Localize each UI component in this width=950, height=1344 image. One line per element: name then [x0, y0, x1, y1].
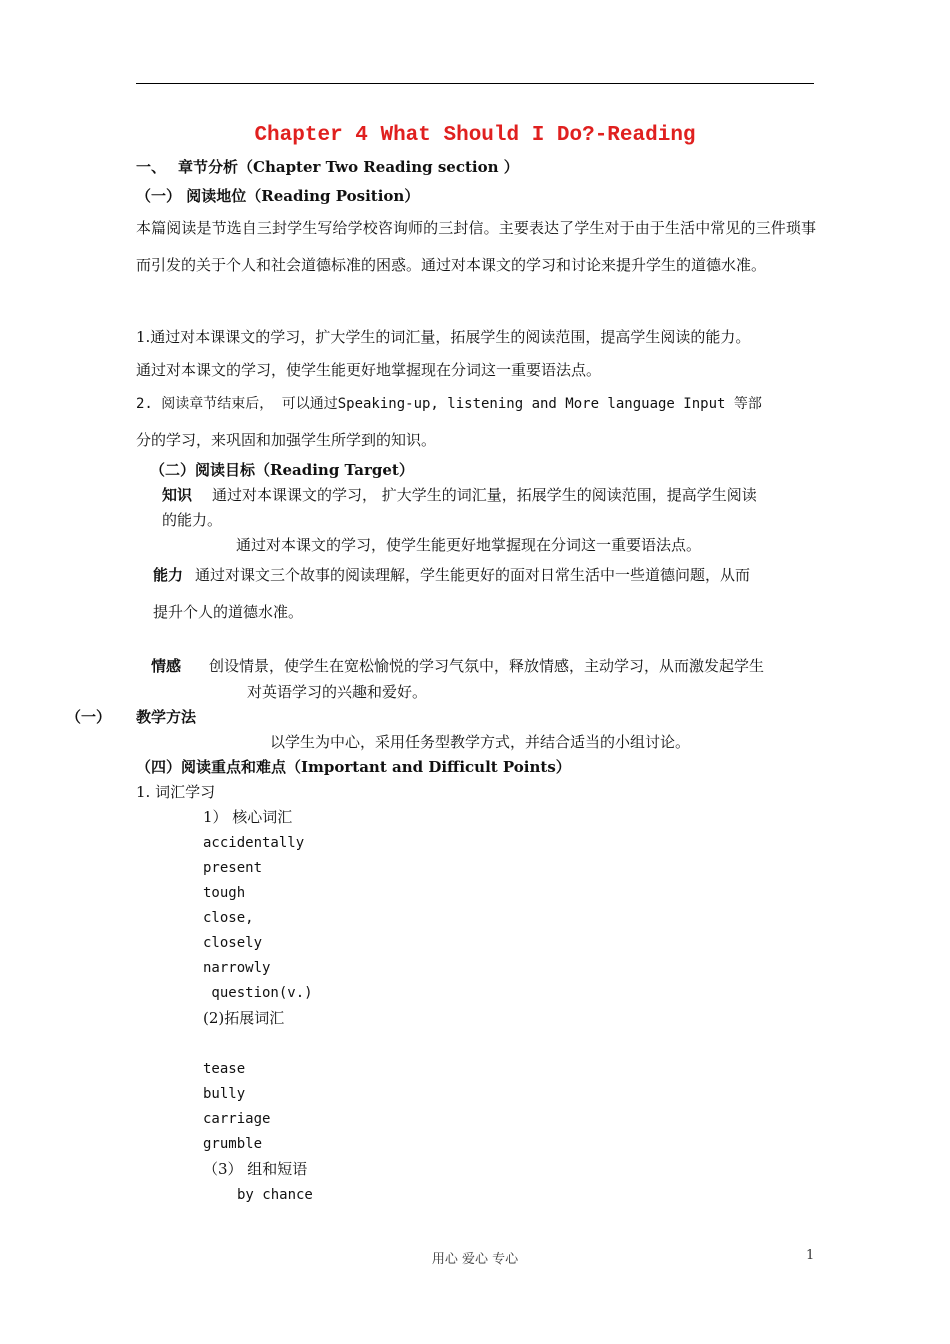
knowledge-text-c: 通过对本课文的学习，使学生能更好地掌握现在分词这一重要语法点。 [236, 536, 702, 554]
subsection-heading-target: （二）阅读目标（Reading Target） [150, 461, 414, 479]
extended-vocab-heading: (2)拓展词汇 [203, 1009, 285, 1027]
position-item-2b: 分的学习，来巩固和加强学生所学到的知识。 [136, 431, 437, 449]
ability-text-b: 提升个人的道德水准。 [153, 603, 304, 621]
position-paragraph: 本篇阅读是节选自三封学生写给学校咨询师的三封信。主要表达了学生对于由于生活中常见的三件琐事而引发的关于个人和社会道德标准的困惑。通过对本课文的学习和讨论来提升学生的道德水准。 [136, 219, 816, 274]
document-title: Chapter 4 What Should I Do?-Reading [254, 124, 696, 147]
core-word: closely [203, 935, 263, 951]
vocab-heading: 1. 词汇学习 [136, 783, 216, 801]
core-word: accidentally [203, 835, 305, 851]
points-heading: （四）阅读重点和难点（Important and Difficult Points） [136, 758, 571, 776]
method-text: 以学生为中心，采用任务型教学方式，并结合适当的小组讨论。 [270, 733, 691, 751]
emotion-text-a: 创设情景，使学生在宽松愉悦的学习气氛中，释放情感，主动学习，从而激发起学生 [209, 657, 765, 675]
extended-word: bully [203, 1086, 246, 1102]
knowledge-label: 知识 [162, 486, 193, 504]
core-word: question(v.) [203, 985, 313, 1001]
core-word: close, [203, 910, 254, 926]
section-number: 一、 [136, 158, 167, 176]
core-word: tough [203, 885, 246, 901]
emotion-label: 情感 [151, 657, 182, 675]
core-vocab-heading: 1） 核心词汇 [203, 808, 293, 826]
method-heading: 教学方法 [136, 708, 197, 726]
ability-label: 能力 [153, 566, 184, 584]
phrase-item: by chance [237, 1187, 313, 1203]
ability-text-a: 通过对课文三个故事的阅读理解，学生能更好的面对日常生活中一些道德问题，从而 [195, 566, 751, 584]
core-word: narrowly [203, 960, 271, 976]
method-number: （一） [66, 708, 112, 726]
extended-word: tease [203, 1061, 246, 1077]
position-item-1b: 通过对本课文的学习，使学生能更好地掌握现在分词这一重要语法点。 [136, 361, 602, 379]
position-item-2a: 2. 阅读章节结束后， 可以通过Speaking-up, listening and More language Input 等部 [136, 396, 762, 412]
position-item-1a: 1.通过对本课课文的学习，扩大学生的词汇量，拓展学生的阅读范围，提高学生阅读的能力。 [136, 328, 751, 346]
page-footer: 用心 爱心 专心 [431, 1252, 519, 1267]
page-number: 1 [806, 1248, 815, 1263]
phrase-heading: （3） 组和短语 [203, 1160, 308, 1178]
extended-word: grumble [203, 1136, 263, 1152]
subsection-heading-position: （一） 阅读地位（Reading Position） [136, 187, 420, 205]
emotion-text-b: 对英语学习的兴趣和爱好。 [247, 683, 428, 701]
core-word: present [203, 860, 263, 876]
section-heading: 章节分析（Chapter Two Reading section ） [178, 158, 519, 176]
knowledge-text-b: 的能力。 [162, 511, 223, 529]
header-rule [136, 83, 814, 84]
knowledge-text-a: 通过对本课课文的学习， 扩大学生的词汇量，拓展学生的阅读范围，提高学生阅读 [212, 486, 757, 504]
extended-word: carriage [203, 1111, 271, 1127]
